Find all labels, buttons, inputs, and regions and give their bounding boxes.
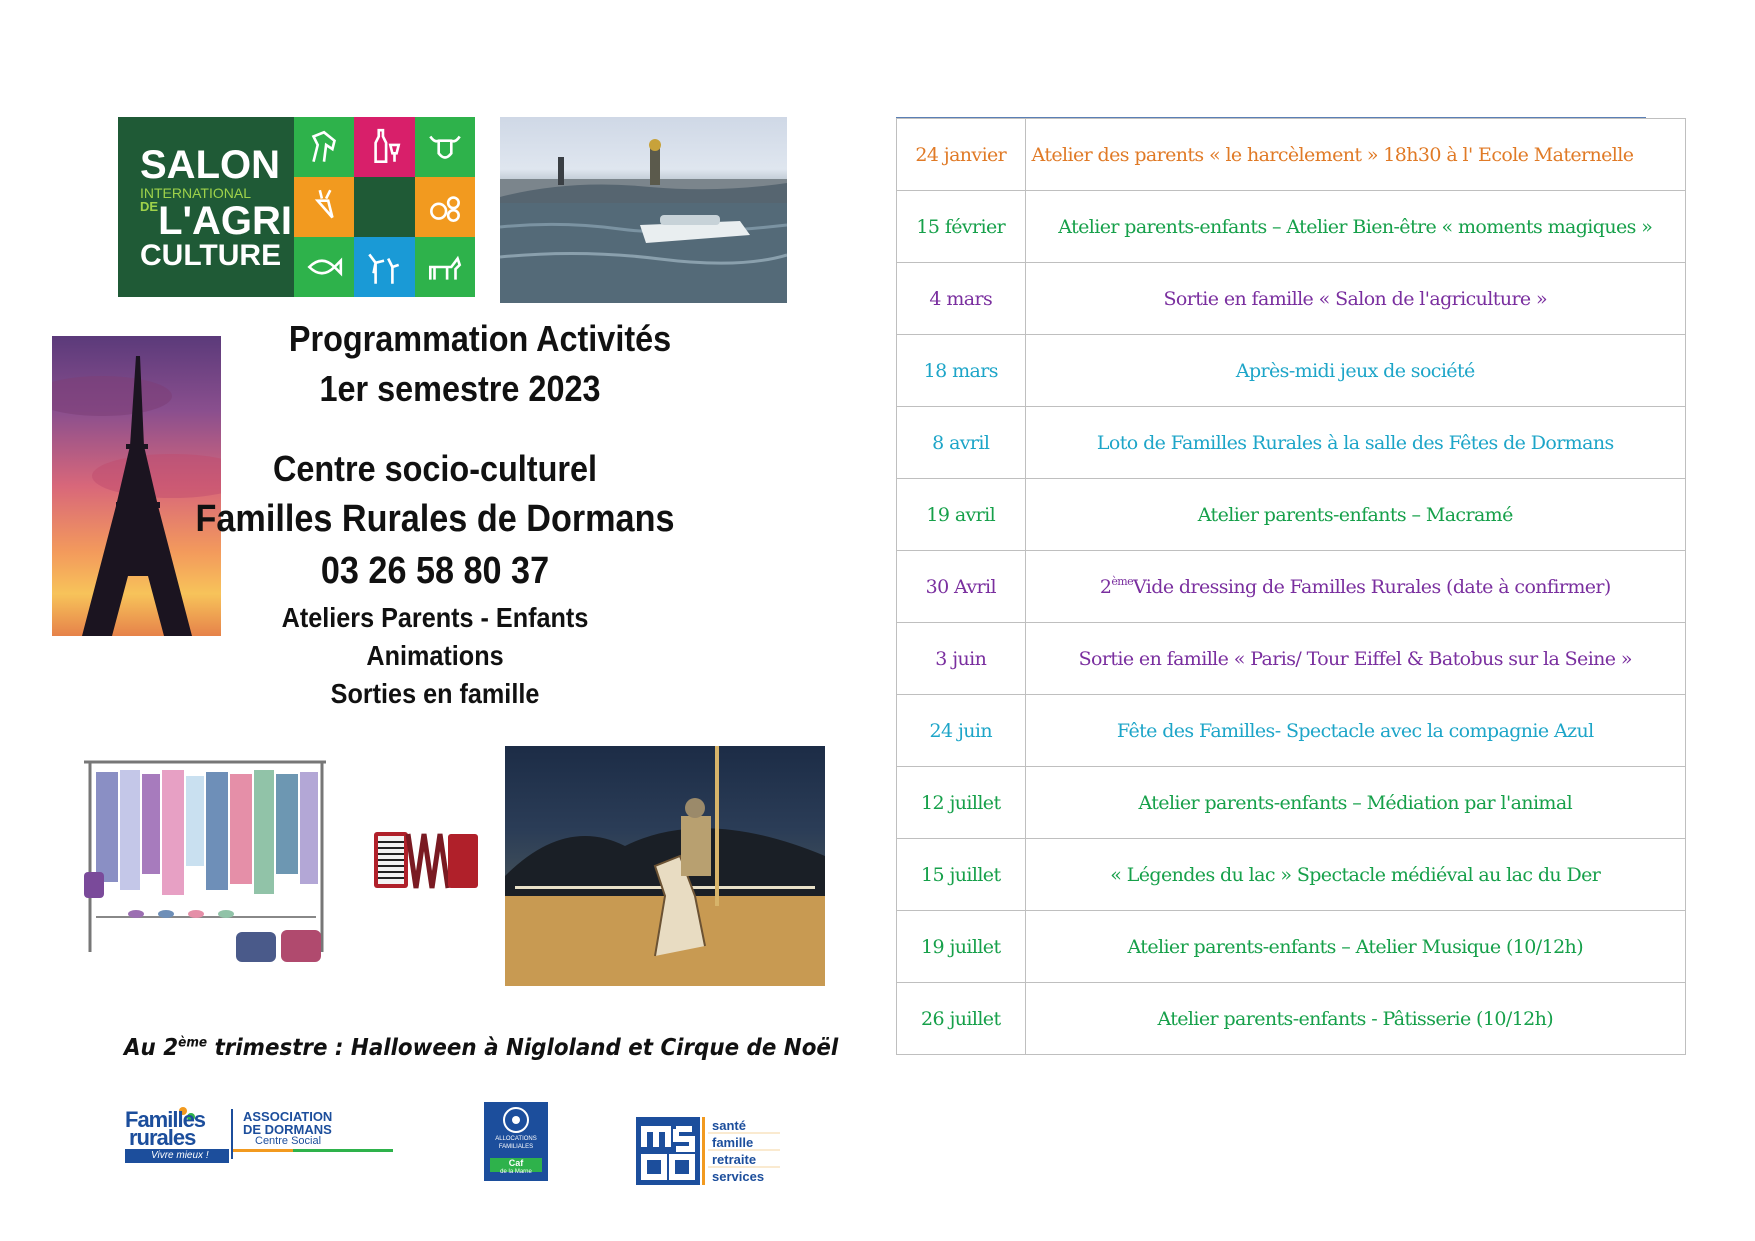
eiffel-tower-photo: [52, 336, 221, 636]
activity-text: Sortie en famille « Paris/ Tour Eiffel & Batobus sur la Seine »: [1078, 647, 1632, 670]
row-activity: [1025, 839, 1685, 911]
date-text: 18 mars: [923, 359, 998, 382]
date-text: 8 avril: [932, 431, 990, 454]
row-date: [897, 263, 1026, 335]
row-date: [897, 767, 1026, 839]
date-text: 19 juillet: [921, 935, 1001, 958]
row-activity: [1025, 911, 1685, 983]
row-date: [897, 911, 1026, 983]
table-row: [897, 839, 1686, 911]
table-row: [897, 623, 1686, 695]
familles-brand-line1: Familles: [125, 1107, 206, 1132]
row-activity: [1025, 335, 1685, 407]
msa-line2: famille: [712, 1135, 754, 1150]
assoc-line1: ASSOCIATION: [243, 1109, 333, 1124]
medieval-knight-photo: [505, 746, 825, 986]
salon-logo-line2: INTERNATIONAL: [140, 185, 251, 201]
row-activity: [1025, 695, 1685, 767]
table-row: [897, 983, 1686, 1055]
wind-farm-icon: [354, 237, 414, 297]
table-row: [897, 335, 1686, 407]
bull-icon: [415, 117, 475, 177]
msa-line4: services: [712, 1169, 765, 1184]
msa-logo: [636, 1117, 780, 1185]
table-row: [897, 191, 1686, 263]
row-activity: [1025, 983, 1685, 1055]
fish-icon: [294, 237, 354, 297]
row-activity: [1025, 263, 1685, 335]
wine-icon: [354, 117, 414, 177]
table-row: [897, 911, 1686, 983]
salon-logo-agri: L'AGRI: [158, 199, 293, 243]
table-row: [897, 119, 1686, 191]
goat-icon: [415, 237, 475, 297]
date-text: 26 juillet: [921, 1007, 1001, 1030]
activity-text: Atelier parents-enfants – Macramé: [1197, 503, 1513, 526]
date-text: 3 juin: [935, 647, 987, 670]
activity-text: Atelier des parents « le harcèlement » 18h30 à l' Ecole Maternelle: [1031, 143, 1634, 166]
row-date: [897, 119, 1026, 191]
row-date: [897, 191, 1026, 263]
activity-text: [1100, 575, 1611, 597]
table-row: [897, 407, 1686, 479]
familles-brand-line2: rurales: [129, 1125, 196, 1150]
org-type: Centre socio-culturel: [272, 448, 598, 489]
row-activity: [1025, 623, 1685, 695]
caf-line3: Caf: [508, 1158, 524, 1168]
horse-icon: [294, 117, 354, 177]
familles-rurales-logo: [125, 1105, 395, 1167]
seine-bridge-photo: [500, 117, 787, 303]
table-row: [897, 263, 1686, 335]
activity-text: Loto de Familles Rurales à la salle des Fêtes de Dormans: [1096, 431, 1614, 454]
subtitle-ateliers: Ateliers Parents - Enfants: [281, 602, 589, 633]
activity-text: « Légendes du lac » Spectacle médiéval au lac du Der: [1110, 863, 1601, 886]
date-text: 19 avril: [926, 503, 996, 526]
date-text: 12 juillet: [921, 791, 1001, 814]
clothes-rack-illustration: [76, 752, 338, 977]
subtitle-sorties: Sorties en famille: [330, 678, 540, 709]
caf-line4: de la Marne: [500, 1169, 532, 1175]
caf-line1: ALLOCATIONS: [495, 1136, 537, 1142]
activity-sup: ème: [1111, 575, 1133, 589]
activity-text: Atelier parents-enfants – Médiation par l'animal: [1138, 791, 1573, 814]
activity-text: Atelier parents-enfants – Atelier Bien-être « moments magiques »: [1058, 215, 1653, 238]
accordion-illustration: [370, 822, 482, 902]
caf-line2: FAMILIALES: [498, 1144, 534, 1150]
schedule-table: [896, 118, 1686, 1055]
date-text: 30 Avril: [925, 575, 996, 598]
salon-logo-line1: SALON: [140, 143, 280, 187]
familles-tagline: Vivre mieux !: [151, 1150, 209, 1161]
trimester-suffix: trimestre : Halloween à Nigloland et Cirque de Noël: [207, 1035, 839, 1061]
row-date: [897, 623, 1026, 695]
fruit-icon: [415, 177, 475, 237]
assoc-line3: Centre Social: [255, 1135, 322, 1147]
salon-agriculture-logo: [118, 117, 475, 297]
salon-logo-line4: CULTURE: [140, 239, 282, 272]
row-date: [897, 407, 1026, 479]
date-text: 4 mars: [929, 287, 993, 310]
trimester-prefix: Au 2: [124, 1035, 179, 1061]
program-title: Programmation Activités: [288, 318, 672, 359]
table-row: [897, 767, 1686, 839]
trimester-sup: ème: [178, 1035, 208, 1051]
org-phone: 03 26 58 80 37: [320, 550, 550, 592]
activity-prefix: 2: [1099, 575, 1112, 598]
program-semester: 1er semestre 2023: [319, 368, 601, 409]
row-activity: [1025, 119, 1685, 191]
carrot-icon: [294, 177, 354, 237]
salon-logo-line3: [140, 199, 292, 244]
activity-main: Vide dressing de Familles Rurales (date à confirmer): [1133, 575, 1611, 598]
row-date: [897, 695, 1026, 767]
row-date: [897, 839, 1026, 911]
activity-text: Atelier parents-enfants - Pâtisserie (10/12h): [1157, 1007, 1554, 1030]
row-activity: [1025, 767, 1685, 839]
row-date: [897, 551, 1026, 623]
salon-logo-text: [118, 117, 294, 297]
msa-line1: santé: [712, 1118, 746, 1133]
row-activity: [1025, 191, 1685, 263]
assoc-line2: DE DORMANS: [243, 1122, 332, 1137]
org-name: Familles Rurales de Dormans: [195, 498, 675, 540]
row-activity: [1025, 479, 1685, 551]
date-text: 15 février: [916, 215, 1006, 238]
activity-text: Sortie en famille « Salon de l'agriculture »: [1163, 287, 1548, 310]
row-activity: [1025, 407, 1685, 479]
row-activity: [1025, 551, 1685, 623]
row-date: [897, 983, 1026, 1055]
date-text: 15 juillet: [921, 863, 1001, 886]
activity-text: Atelier parents-enfants – Atelier Musique (10/12h): [1127, 935, 1584, 958]
table-row: [897, 695, 1686, 767]
trimester-note: [124, 1035, 838, 1061]
subtitle-animations: Animations: [366, 640, 504, 671]
blank-tile: [354, 177, 414, 237]
activity-text: Après-midi jeux de société: [1235, 359, 1475, 382]
salon-logo-tiles: [294, 117, 475, 297]
salon-logo-de: DE: [140, 199, 159, 214]
date-text: 24 janvier: [915, 143, 1007, 166]
table-row: [897, 551, 1686, 623]
msa-line3: retraite: [712, 1152, 757, 1167]
row-date: [897, 335, 1026, 407]
caf-logo: [484, 1102, 548, 1181]
activity-text: Fête des Familles- Spectacle avec la compagnie Azul: [1116, 719, 1594, 742]
row-date: [897, 479, 1026, 551]
table-row: [897, 479, 1686, 551]
date-text: 24 juin: [929, 719, 992, 742]
